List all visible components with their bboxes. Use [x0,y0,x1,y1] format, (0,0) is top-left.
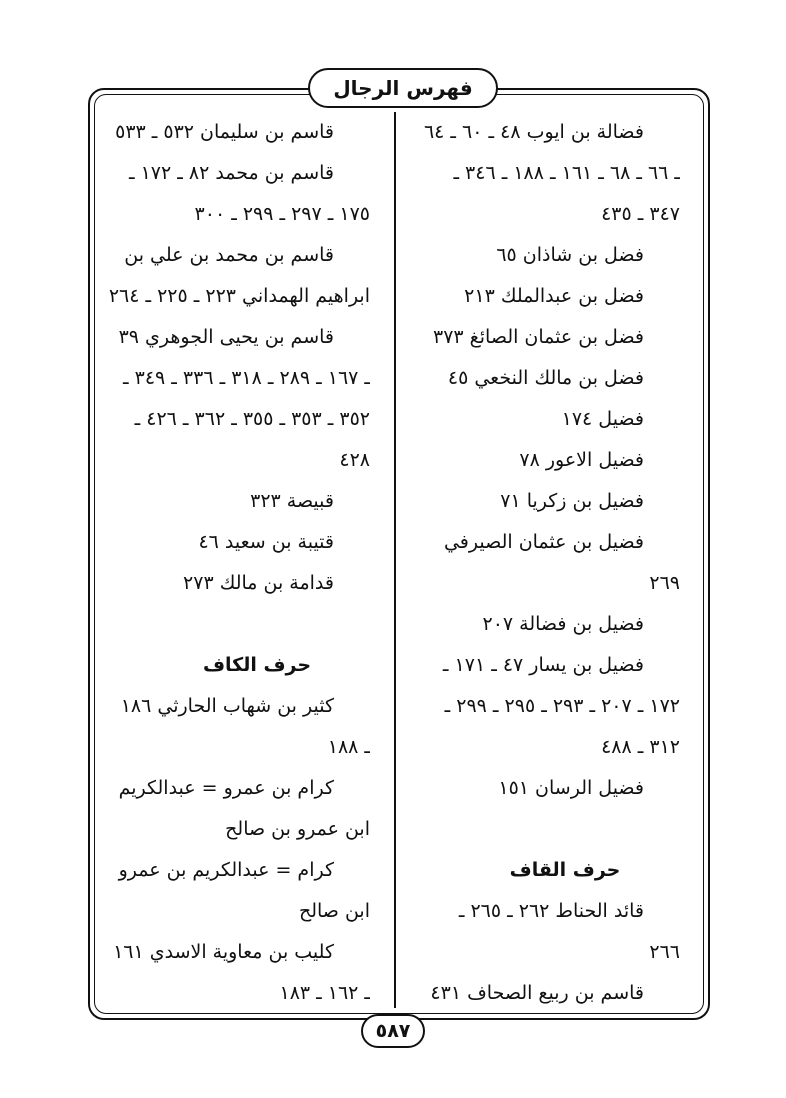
page-number: ٥٨٧ [361,1014,425,1048]
index-entry-line: قاسم بن ربيع الصحاف ٤٣١ [430,982,644,1004]
column-divider [394,112,396,1008]
index-entry-line: فضل بن عثمان الصائغ ٣٧٣ [432,326,644,348]
index-entry-line: ١٧٥ ـ ٢٩٧ ـ ٢٩٩ ـ ٣٠٠ [194,203,370,225]
index-entry-line: فضيل بن زكريا ٧١ [500,490,644,512]
page-title: فهرس الرجال [308,68,498,108]
index-entry-line: فضالة بن ايوب ٤٨ ـ ٦٠ ـ ٦٤ [423,121,644,143]
index-entry-line: فضيل ١٧٤ [561,408,644,430]
index-entry-line: ابن عمرو بن صالح [225,818,370,840]
index-entry-line: ٣١٢ ـ ٤٨٨ [601,736,680,758]
index-entry-line: ٣٥٢ ـ ٣٥٣ ـ ٣٥٥ ـ ٣٦٢ ـ ٤٢٦ ـ [134,408,370,430]
index-entry-line: فضل بن شاذان ٦٥ [496,244,644,266]
index-entry-line: قتيبة بن سعيد ٤٦ [198,531,334,553]
index-entry-line: فضل بن مالك النخعي ٤٥ [447,367,644,389]
index-entry-line: كثير بن شهاب الحارثي ١٨٦ [120,695,334,717]
index-entry-line: ٣٤٧ ـ ٤٣٥ [601,203,680,225]
index-entry-line: قبيصة ٣٢٣ [250,490,334,512]
index-entry-line: كليب بن معاوية الاسدي ١٦١ [113,941,334,963]
index-entry-line: ـ ٦٦ ـ ٦٨ ـ ١٦١ ـ ١٨٨ ـ ٣٤٦ ـ [453,162,680,184]
section-heading: حرف القاف [509,859,621,881]
index-entry-line: قاسم بن سليمان ٥٣٢ ـ ٥٣٣ [115,121,334,143]
index-entry-line: قدامة بن مالك ٢٧٣ [183,572,334,594]
index-entry-line: فضيل بن عثمان الصيرفي [443,531,644,553]
index-entry-line: قاسم بن محمد بن علي بن [124,244,334,266]
index-entry-line: ٢٦٩ [649,572,680,594]
index-entry-line: ٢٦٦ [649,941,680,963]
section-heading: حرف الكاف [202,654,312,676]
index-entry-line: فضيل الرسان ١٥١ [498,777,644,799]
index-entry-line: ابراهيم الهمداني ٢٢٣ ـ ٢٢٥ ـ ٢٦٤ [108,285,370,307]
index-entry-line: فضيل بن فضالة ٢٠٧ [482,613,644,635]
index-entry-line: فضيل الاعور ٧٨ [519,449,644,471]
index-entry-line: ٤٢٨ [339,449,370,471]
index-entry-line: فضل بن عبدالملك ٢١٣ [464,285,644,307]
index-entry-line: ابن صالح [298,900,370,922]
index-entry-line [410,809,680,850]
index-entry-line: ـ ١٦٢ ـ ١٨٣ [279,982,370,1004]
index-entry-line: ١٧٢ ـ ٢٠٧ ـ ٢٩٣ ـ ٢٩٥ ـ ٢٩٩ ـ [444,695,680,717]
index-column-right [410,112,680,1014]
index-entry-line: ـ ١٨٨ [327,736,370,758]
index-column-left [104,112,370,1014]
index-entry-line: ـ ١٦٧ ـ ٢٨٩ ـ ٣١٨ ـ ٣٣٦ ـ ٣٤٩ ـ [123,367,370,389]
index-entry-line: كرام بن عمرو = عبدالكريم [118,777,334,799]
index-entry-line: قائد الحناط ٢٦٢ ـ ٢٦٥ ـ [458,900,644,922]
index-entry-line: فضيل بن يسار ٤٧ ـ ١٧١ ـ [442,654,644,676]
index-entry-line [104,604,370,645]
index-entry-line: كرام = عبدالكريم بن عمرو [118,859,334,881]
index-entry-line: قاسم بن محمد ٨٢ ـ ١٧٢ ـ [128,162,334,184]
index-entry-line: قاسم بن يحيى الجوهري ٣٩ [118,326,334,348]
